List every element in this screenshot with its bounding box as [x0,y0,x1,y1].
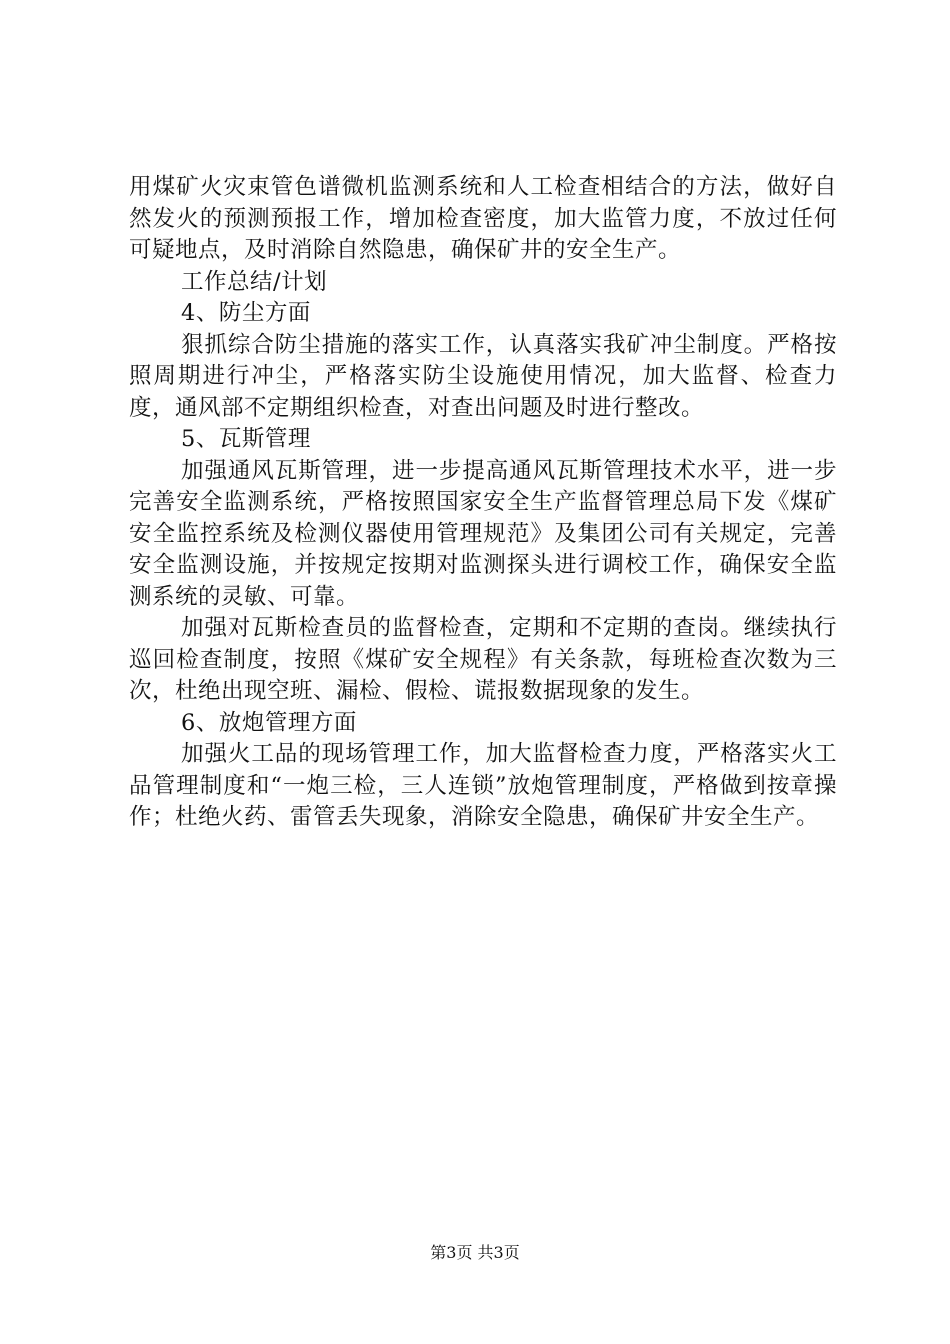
paragraph-gas-inspector-supervision: 加强对瓦斯检查员的监督检查，定期和不定期的查岗。继续执行巡回检查制度，按照《煤矿安全规程》有关条款，每班检查次数为三次，杜绝出现空班、漏检、假检、谎报数据现象的发生。 [129,615,837,704]
paragraph-dust-prevention: 狠抓综合防尘措施的落实工作，认真落实我矿冲尘制度。严格按照周期进行冲尘，严格落实防尘设施使用情况，加大监督、检查力度，通风部不定期组织检查，对查出问题及时进行整改。 [129,331,837,421]
document-body [129,172,837,834]
paragraph-blasting-management: 加强火工品的现场管理工作，加大监督检查力度，严格落实火工品管理制度和“一炮三检，三人连锁”放炮管理制度，严格做到按章操作；杜绝火药、雷管丢失现象，消除安全隐患，确保矿井安全生产。 [129,741,837,830]
section-heading-dust-prevention: 4、防尘方面 [181,300,311,326]
paragraph-gas-management: 加强通风瓦斯管理，进一步提高通风瓦斯管理技术水平，进一步完善安全监测系统，严格按照国家安全生产监督管理总局下发《煤矿安全监控系统及检测仪器使用管理规范》及集团公司有关规定，完善安全监测设施，并按规定按期对监测探头进行调校工作，确保安全监测系统的灵敏、可靠。 [129,457,837,610]
section-label-work-summary: 工作总结/计划 [181,268,328,295]
page-number-footer: 第3页 共3页 [430,1243,520,1262]
paragraph-fire-monitoring: 用煤矿火灾束管色谱微机监测系统和人工检查相结合的方法，做好自然发火的预测预报工作，增加检查密度，加大监管力度，不放过任何可疑地点，及时消除自然隐患，确保矿井的安全生产。 [129,174,837,263]
section-heading-blasting-management: 6、放炮管理方面 [181,709,357,736]
section-heading-gas-management: 5、瓦斯管理 [181,426,311,452]
